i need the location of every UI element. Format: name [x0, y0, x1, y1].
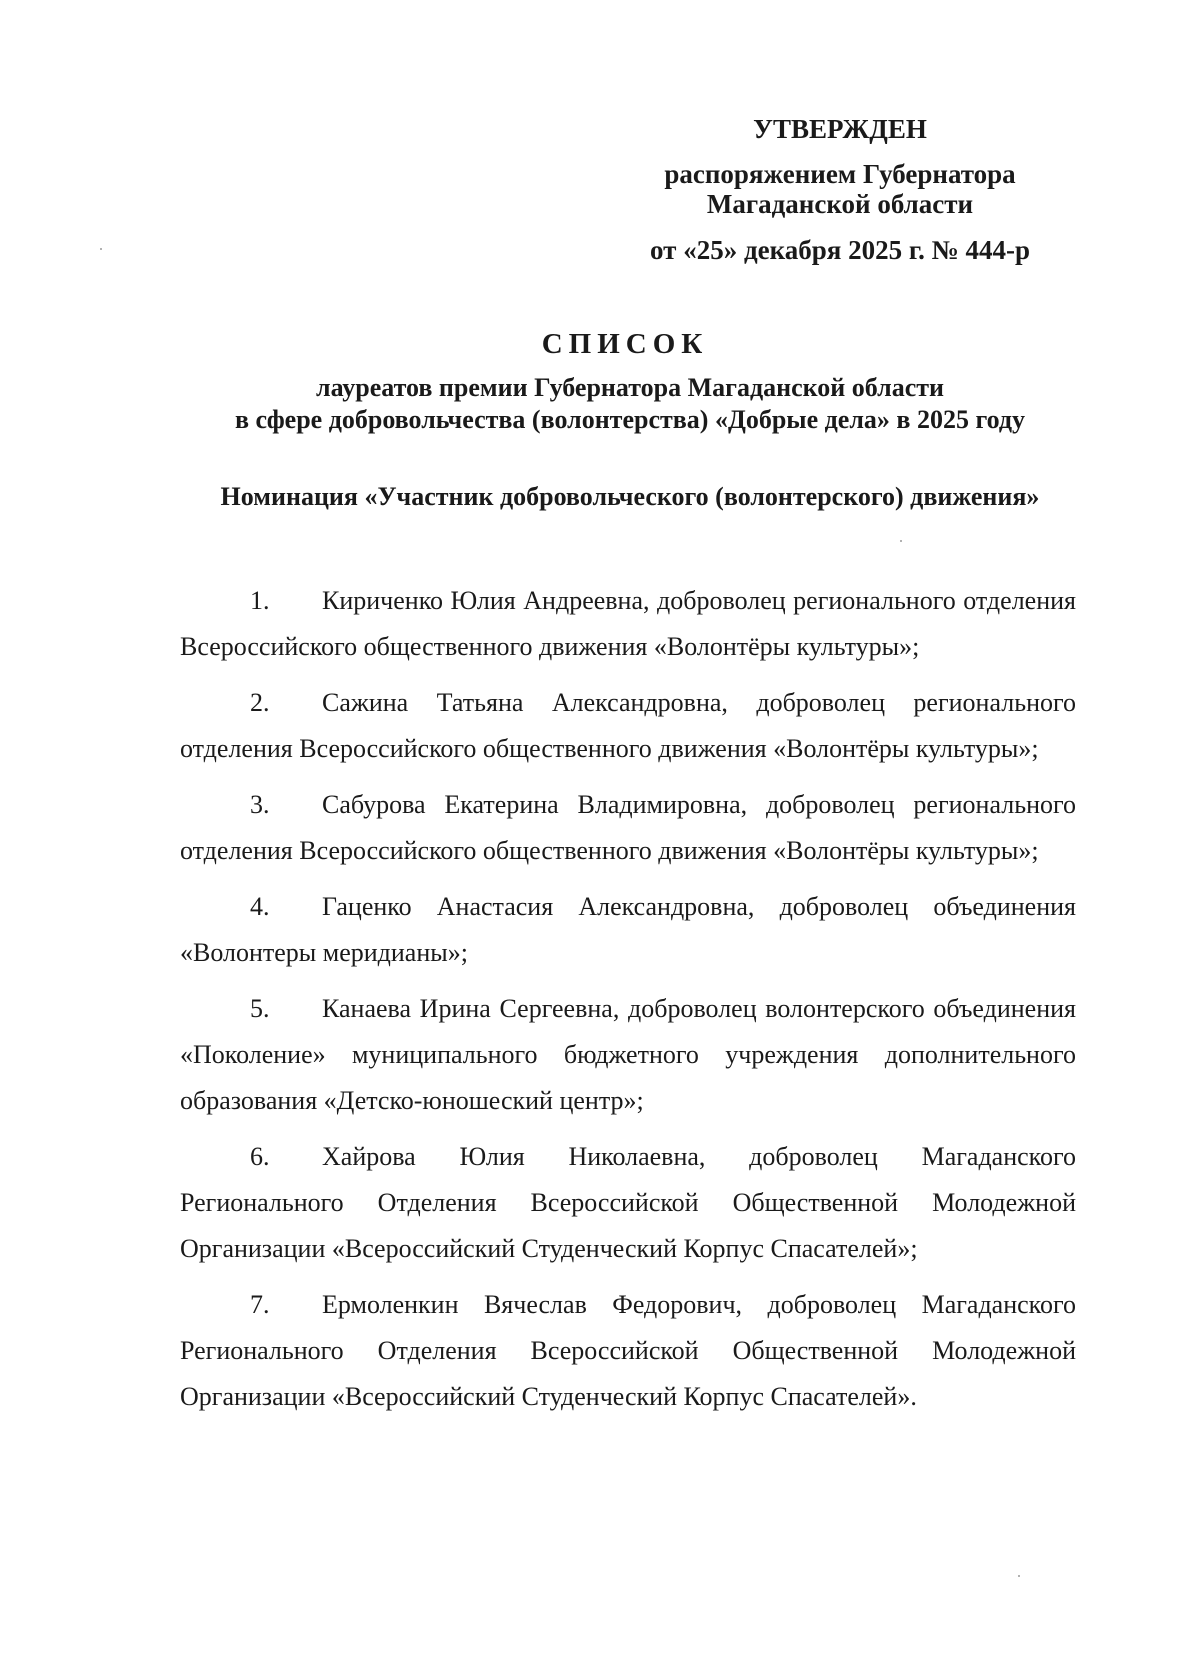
item-text: Ермоленкин Вячеслав Федорович, доброволец Магаданского Регионального Отделения Всероссийской Общественной Молодежной Организации «Всероссийский Студенческий Корпус Спасателей».	[180, 1290, 1076, 1411]
list-item	[180, 578, 1076, 670]
list-item	[180, 986, 1076, 1124]
item-text: Кириченко Юлия Андреевна, доброволец регионального отделения Всероссийского общественного движения «Волонтёры культуры»;	[180, 586, 1076, 661]
list-item	[180, 782, 1076, 874]
item-text: Гаценко Анастасия Александровна, доброволец объединения «Волонтеры меридианы»;	[180, 892, 1076, 967]
item-number: 3.	[250, 790, 270, 819]
nomination-heading: Номинация «Участник добровольческого (волонтерского) движения»	[220, 482, 1040, 511]
item-number: 5.	[250, 994, 270, 1023]
approval-authority: распоряжением Губернатора	[664, 159, 1016, 189]
scan-speck	[1018, 1575, 1020, 1577]
scan-speck	[900, 540, 902, 542]
approval-date-number: от «25» декабря 2025 г. № 444-р	[650, 235, 1030, 265]
list-item	[180, 1282, 1076, 1420]
subtitle-line-1: лауреатов премии Губернатора Магаданской области	[316, 373, 944, 402]
approval-heading: УТВЕРЖДЕН	[753, 114, 927, 144]
list-item	[180, 1134, 1076, 1272]
item-text: Хайрова Юлия Николаевна, доброволец Магаданского Регионального Отделения Всероссийской Общественной Молодежной Организации «Всероссийский Студенческий Корпус Спасателей»;	[180, 1142, 1076, 1263]
document-title: СПИСОК	[541, 328, 709, 360]
item-text: Сабурова Екатерина Владимировна, доброволец регионального отделения Всероссийского общественного движения «Волонтёры культуры»;	[180, 790, 1076, 865]
item-number: 1.	[250, 586, 270, 615]
laureates-list	[180, 578, 1076, 1430]
item-number: 2.	[250, 688, 270, 717]
subtitle-line-2: в сфере добровольчества (волонтерства) «Добрые дела» в 2025 году	[234, 405, 1026, 434]
document-subtitle	[170, 372, 1090, 436]
item-number: 6.	[250, 1142, 270, 1171]
list-item	[180, 680, 1076, 772]
item-text: Канаева Ирина Сергеевна, доброволец волонтерского объединения «Поколение» муниципального бюджетного учреждения дополнительного образования «Детско-юношеский центр»;	[180, 994, 1076, 1115]
scan-speck	[100, 248, 102, 250]
item-text: Сажина Татьяна Александровна, доброволец регионального отделения Всероссийского общественного движения «Волонтёры культуры»;	[180, 688, 1076, 763]
item-number: 7.	[250, 1290, 270, 1319]
list-item	[180, 884, 1076, 976]
approval-region: Магаданской области	[706, 189, 974, 219]
item-number: 4.	[250, 892, 270, 921]
